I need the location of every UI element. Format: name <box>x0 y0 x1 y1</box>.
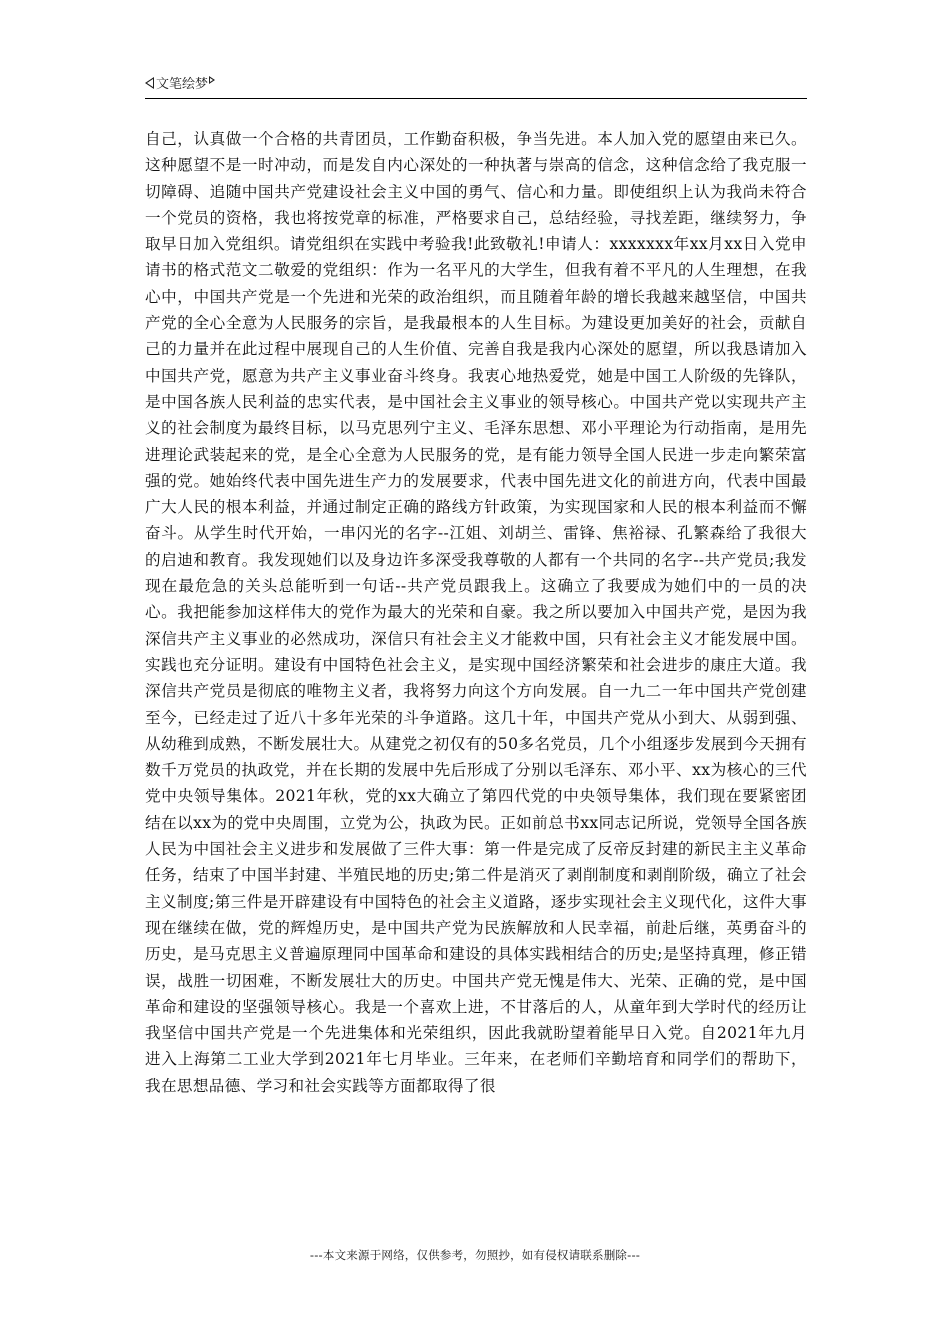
right-triangle-icon <box>209 76 215 84</box>
document-body-text: 自己，认真做一个合格的共青团员，工作勤奋积极，争当先进。本人加入党的愿望由来已久。这种愿望不是一时冲动，而是发自内心深处的一种执著与崇高的信念，这种信念给了我克服一切障碍、追随中国共产党建设社会主义中国的勇气、信心和力量。即使组织上认为我尚未符合一个党员的资格，我也将按党章的标准，严格要求自己，总结经验，寻找差距，继续努力，争取早日加入党组织。请党组织在实践中考验我!此致敬礼!申请人：xxxxxxx年xx月xx日入党申请书的格式范文二敬爱的党组织：作为一名平凡的大学生，但我有着不平凡的人生理想，在我心中，中国共产党是一个先进和光荣的政治组织，而且随着年龄的增长我越来越坚信，中国共产党的全心全意为人民服务的宗旨，是我最根本的人生目标。为建设更加美好的社会，贡献自己的力量并在此过程中展现自己的人生价值、完善自我是我内心深处的愿望，所以我恳请加入中国共产党，愿意为共产主义事业奋斗终身。我衷心地热爱党，她是中国工人阶级的先锋队，是中国各族人民利益的忠实代表，是中国社会主义事业的领导核心。中国共产党以实现共产主义的社会制度为最终目标，以马克思列宁主义、毛泽东思想、邓小平理论为行动指南，是用先进理论武装起来的党，是全心全意为人民服务的党，是有能力领导全国人民进一步走向繁荣富强的党。她始终代表中国先进生产力的发展要求，代表中国先进文化的前进方向，代表中国最广大人民的根本利益，并通过制定正确的路线方针政策，为实现国家和人民的根本利益而不懈奋斗。从学生时代开始，一串闪光的名字--江姐、刘胡兰、雷锋、焦裕禄、孔繁森给了我很大的启迪和教育。我发现她们以及身边许多深受我尊敬的人都有一个共同的名字--共产党员;我发现在最危急的关头总能听到一句话--共产党员跟我上。这确立了我要成为她们中的一员的决心。我把能参加这样伟大的党作为最大的光荣和自豪。我之所以要加入中国共产党，是因为我深信共产主义事业的必然成功，深信只有社会主义才能救中国，只有社会主义才能发展中国。实践也充分证明。建设有中国特色社会主义，是实现中国经济繁荣和社会进步的康庄大道。我深信共产党员是彻底的唯物主义者，我将努力向这个方向发展。自一九二一年中国共产党创建至今，已经走过了近八十多年光荣的斗争道路。这几十年，中国共产党从小到大、从弱到强、从幼稚到成熟，不断发展壮大。从建党之初仅有的50多名党员，几个小组逐步发展到今天拥有数千万党员的执政党，并在长期的发展中先后形成了分别以毛泽东、邓小平、xx为核心的三代党中央领导集体。2021年秋，党的xx大确立了第四代党的中央领导集体，我们现在要紧密团结在以xx为的党中央周围，立党为公，执政为民。正如前总书xx同志记所说，党领导全国各族人民为中国社会主义进步和发展做了三件大事：第一件是完成了反帝反封建的新民主主义革命任务，结束了中国半封建、半殖民地的历史;第二件是消灭了剥削制度和剥削阶级，确立了社会主义制度;第三件是开辟建设有中国特色的社会主义道路，逐步实现社会主义现代化，这件大事现在继续在做，党的辉煌历史，是中国共产党为民族解放和人民幸福，前赴后继，英勇奋斗的历史，是马克思主义普遍原理同中国革命和建设的具体实践相结合的历史;是坚持真理，修正错误，战胜一切困难，不断发展壮大的历史。中国共产党无愧是伟大、光荣、正确的党，是中国革命和建设的坚强领导核心。我是一个喜欢上进，不甘落后的人，从童年到大学时代的经历让我坚信中国共产党是一个先进集体和光荣组织，因此我就盼望着能早日入党。自2021年九月进入上海第二工业大学到2021年七月毕业。三年来，在老师们辛勤培育和同学们的帮助下，我在思想品德、学习和社会实践等方面都取得了很 <box>145 130 807 1095</box>
left-triangle-icon <box>145 77 154 89</box>
page-header <box>145 72 807 99</box>
page-footer-notice: ---本文来源于网络，仅供参考，勿照抄，如有侵权请联系删除--- <box>309 1248 641 1262</box>
header-brand <box>145 73 215 92</box>
header-brand-label: 文笔绘梦 <box>156 77 209 92</box>
